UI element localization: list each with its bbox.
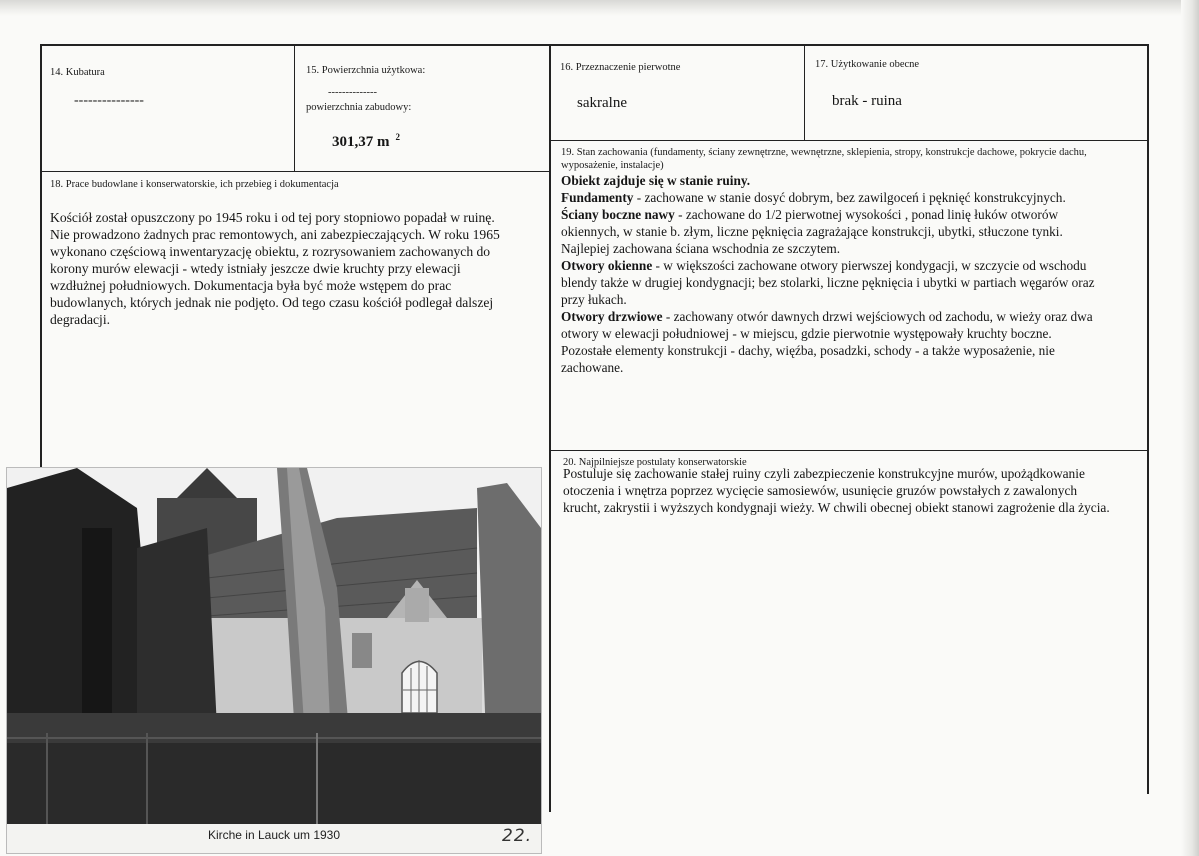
grid-line-h-row1-left [40, 171, 550, 172]
works-line: Kościół został opuszczony po 1945 roku i od tej pory stopniowo popadał w ruinę. [50, 210, 495, 225]
condition-label [561, 146, 1146, 172]
condition-line: przy łukach. [561, 292, 627, 307]
condition-text [561, 172, 1145, 376]
condition-line: blendy także w drugiej kondygnacji; bez stolarki, liczne pęknięcia i ubytki w partiach węgarów oraz [561, 275, 1095, 290]
original-purpose-label: 16. Przeznaczenie pierwotne [560, 62, 681, 73]
scan-edge-right [1181, 0, 1199, 856]
condition-label-line: 19. Stan zachowania (fundamenty, ściany zewnętrzne, wewnętrzne, sklepienia, stropy, konstrukcje dachowe, pokrycie dachu, [561, 147, 1087, 158]
works-line: korony murów elewacji - wtedy istniały jeszcze dwie kruchty przy elewacji [50, 261, 461, 276]
usable-area-value: -------------- [328, 87, 377, 98]
condition-line: Otwory okienne - w większości zachowane otwory pierwszej kondygacji, w szczycie od wschodu [561, 258, 1087, 273]
condition-line: Najlepiej zachowana ściana wschodnia ze szczytem. [561, 241, 841, 256]
works-line: wzdłużnej południowych. Dokumentacja była być może wstępem do prac [50, 278, 452, 293]
usable-area-label: 15. Powierzchnia użytkowa: [306, 65, 426, 76]
grid-line-v-14-15 [294, 44, 295, 172]
condition-label-line: wyposażenie, instalacje) [561, 160, 664, 171]
page-number: 22. [502, 826, 533, 846]
works-text [50, 209, 545, 328]
condition-line: okiennych, w stanie b. złym, liczne pęknięcia zagrażające konstrukcji, ubytki, stłuczone tynki. [561, 224, 1063, 239]
current-use-value: brak - ruina [832, 93, 902, 109]
church-photo-image [7, 468, 541, 824]
original-purpose-value: sakralne [577, 95, 627, 111]
grid-line-v-center [549, 44, 551, 812]
grid-line-top [40, 44, 1148, 46]
works-line: budowlanych, których jednak nie podjęto. Od tego czasu kościół podlegał dalszej [50, 295, 494, 310]
works-line: wykonano częściową inwentaryzację obiektu, z rozrysowaniem zachowanych do [50, 244, 491, 259]
works-label: 18. Prace budowlane i konserwatorskie, ich przebieg i dokumentacja [50, 179, 339, 190]
current-use-label: 17. Użytkowanie obecne [815, 59, 920, 70]
grid-line-h-19-20 [549, 450, 1148, 451]
condition-line: zachowane. [561, 360, 624, 375]
condition-line: Otwory drzwiowe - zachowany otwór dawnych drzwi wejściowych od zachodu, w wieży oraz dwa [561, 309, 1093, 324]
condition-line: Obiekt zajduje się w stanie ruiny. [561, 173, 751, 188]
kubatura-label: 14. Kubatura [50, 67, 105, 78]
works-line: Nie prowadzono żadnych prac remontowych, ani zabezpieczających. W roku 1965 [50, 227, 500, 242]
kubatura-value: --------------- [74, 93, 144, 108]
postulates-line: Postuluje się zachowanie stałej ruiny czyli zabezpieczenie konstrukcyjne murów, upożądkowanie [563, 466, 1085, 481]
scan-edge-top [0, 0, 1199, 16]
church-photo [6, 467, 542, 854]
postulates-line: otoczenia i wnętrza poprzez wycięcie samosiewów, usunięcie gruzów powstałych z zawalonych [563, 483, 1078, 498]
condition-line: Pozostałe elementy konstrukcji - dachy, więźba, posadzki, schody - a także wyposażenie, nie [561, 343, 1055, 358]
condition-line: otwory w elewacji południowej - w miejscu, gdzie pierwotnie występowały kruchty boczne. [561, 326, 1052, 341]
built-area-label: powierzchnia zabudowy: [306, 102, 412, 113]
grid-line-left [40, 44, 42, 468]
grid-line-h-row1-right [549, 140, 1148, 141]
condition-line: Fundamenty - zachowane w stanie dosyć dobrym, bez zawilgoceń i pęknięć konstrukcyjnych. [561, 190, 1066, 205]
works-line: degradacji. [50, 312, 111, 327]
photo-caption: Kirche in Lauck um 1930 [207, 828, 341, 842]
postulates-line: krucht, zakrystii i wyższych kondygnaji wieży. W chwili obecnej obiekt stanowi zagrożenie dla życia. [563, 500, 1110, 515]
postulates-text [563, 465, 1147, 516]
grid-line-v-16-17 [804, 44, 805, 141]
condition-line: Ściany boczne nawy - zachowane do 1/2 pierwotnej wysokości , ponad linię łuków otworów [561, 207, 1059, 222]
built-area-value: 301,37 m $^2$ [332, 132, 400, 150]
postulates-label: 20. Najpilniejsze postulaty konserwatorskie [563, 457, 747, 468]
grid-line-right [1147, 44, 1149, 794]
